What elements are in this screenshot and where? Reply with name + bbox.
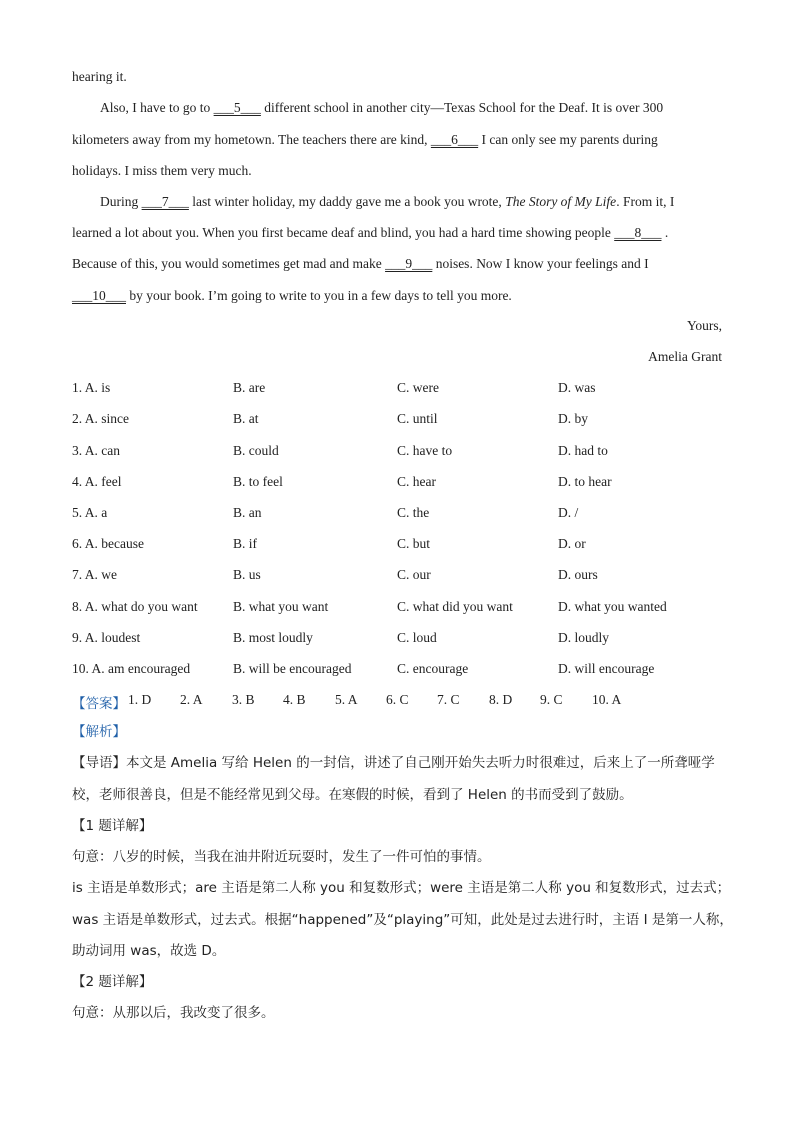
passage-text: by your book. I’m going to write to you in a few days to tell you more. xyxy=(126,288,512,303)
answer-item: 9. C xyxy=(540,692,563,707)
answer-item: 7. C xyxy=(437,692,460,707)
option-d: D. or xyxy=(558,536,586,551)
option-d: D. ours xyxy=(558,567,598,582)
q2-meaning: 句意：从那以后，我改变了很多。 xyxy=(72,1005,275,1021)
option-b: B. if xyxy=(233,536,258,551)
passage-text: holidays. I miss them very much. xyxy=(72,163,252,178)
passage-text: I can only see my parents during xyxy=(478,132,658,147)
answer-item: 6. C xyxy=(386,692,409,707)
option-c: C. but xyxy=(397,536,431,551)
letter-closing: Yours, xyxy=(686,318,722,333)
q1-heading: 【1 题详解】 xyxy=(72,818,153,834)
option-a: 7. A. we xyxy=(72,567,117,582)
option-b: B. at xyxy=(233,411,259,426)
answer-item: 4. B xyxy=(283,692,306,707)
q1-meaning: 句意：八岁的时候，当我在油井附近玩耍时，发生了一件可怕的事情。 xyxy=(72,849,491,865)
blank-7: ___7___ xyxy=(141,194,189,209)
option-c: C. until xyxy=(397,411,438,426)
option-b: B. most loudly xyxy=(233,630,313,645)
q2-heading: 【2 题详解】 xyxy=(72,974,153,990)
option-b: B. to feel xyxy=(233,474,283,489)
answer-label: 【答案】 xyxy=(72,696,126,712)
passage-text: Also, I have to go to xyxy=(100,100,214,115)
letter-signature: Amelia Grant xyxy=(648,349,722,364)
analysis-heading: 【解析】 xyxy=(72,724,126,740)
answer-item: 3. B xyxy=(232,692,255,707)
option-a: 2. A. since xyxy=(72,411,129,426)
answer-item: 2. A xyxy=(180,692,203,707)
passage-text: During xyxy=(100,194,142,209)
option-c: C. encourage xyxy=(397,661,469,676)
passage-text: . From it, I xyxy=(616,194,675,209)
option-b: B. are xyxy=(233,380,266,395)
option-a: 10. A. am encouraged xyxy=(72,661,191,676)
passage-line xyxy=(72,255,649,273)
option-c: C. what did you want xyxy=(397,599,513,614)
option-a: 1. A. is xyxy=(72,380,111,395)
option-b: B. what you want xyxy=(233,599,329,614)
option-d: D. to hear xyxy=(558,474,612,489)
answer-item: 8. D xyxy=(489,692,513,707)
passage-line xyxy=(72,287,512,305)
passage-line xyxy=(72,224,668,242)
blank-9: ___9___ xyxy=(385,256,433,271)
passage-line xyxy=(72,162,252,180)
blank-10: ___10___ xyxy=(72,288,126,303)
option-d: D. will encourage xyxy=(558,661,655,676)
option-a: 3. A. can xyxy=(72,443,120,458)
option-d: D. was xyxy=(558,380,596,395)
intro-text: 本文是 Amelia 写给 Helen 的一封信，讲述了自己刚开始失去听力时很难过，后来上了一所聋哑学 xyxy=(126,755,715,771)
option-a: 9. A. loudest xyxy=(72,630,141,645)
option-a: 6. A. because xyxy=(72,536,144,551)
answer-item: 1. D xyxy=(128,692,152,707)
q1-explanation: is 主语是单数形式；are 主语是第二人称 you 和复数形式；were 主语是第二人称 you 和复数形式，过去式； xyxy=(72,880,731,896)
passage-text: different school in another city—Texas School for the Deaf. It is over 300 xyxy=(260,100,664,115)
option-a: 5. A. a xyxy=(72,505,108,520)
option-c: C. hear xyxy=(397,474,436,489)
option-d: D. / xyxy=(558,505,579,520)
option-c: C. our xyxy=(397,567,431,582)
blank-8: ___8___ xyxy=(614,225,662,240)
book-title: The Story of My Life xyxy=(505,194,617,209)
option-d: D. what you wanted xyxy=(558,599,667,614)
passage-text: last winter holiday, my daddy gave me a book you wrote, xyxy=(188,194,506,209)
passage-text: Because of this, you would sometimes get mad and make xyxy=(72,256,386,271)
q1-explanation: was 主语是单数形式，过去式。根据“happened”及“playing”可知，此处是过去进行时，主语 I 是第一人称， xyxy=(72,912,733,928)
option-b: B. will be encouraged xyxy=(233,661,352,676)
intro-text: 校，老师很善良，但是不能经常见到父母。在寒假的时候，看到了 Helen 的书而受到了鼓励。 xyxy=(72,787,633,803)
answer-item: 10. A xyxy=(592,692,622,707)
blank-6: ___6___ xyxy=(430,132,479,147)
passage-text: learned a lot about you. When you first became deaf and blind, you had a hard time showing people xyxy=(72,225,615,240)
passage-text: . xyxy=(661,225,669,240)
passage-line xyxy=(72,68,127,86)
option-a: 8. A. what do you want xyxy=(72,599,198,614)
passage-line xyxy=(100,99,663,117)
intro-label: 【导语】 xyxy=(72,755,126,771)
passage-text: kilometers away from my hometown. The teachers there are kind, xyxy=(72,132,431,147)
option-b: B. could xyxy=(233,443,279,458)
intro-line xyxy=(72,754,715,772)
passage-text: hearing it. xyxy=(72,69,127,84)
answer-item: 5. A xyxy=(335,692,358,707)
option-b: B. an xyxy=(233,505,262,520)
option-d: D. by xyxy=(558,411,588,426)
option-a: 4. A. feel xyxy=(72,474,122,489)
option-c: C. loud xyxy=(397,630,437,645)
option-c: C. were xyxy=(397,380,439,395)
q1-explanation: 助动词用 was，故选 D。 xyxy=(72,943,226,959)
passage-line xyxy=(72,131,658,149)
blank-5: ___5___ xyxy=(213,100,261,115)
option-b: B. us xyxy=(233,567,261,582)
option-d: D. loudly xyxy=(558,630,610,645)
passage-text: noises. Now I know your feelings and I xyxy=(432,256,649,271)
option-c: C. have to xyxy=(397,443,453,458)
passage-line xyxy=(100,193,674,211)
option-c: C. the xyxy=(397,505,430,520)
option-d: D. had to xyxy=(558,443,608,458)
